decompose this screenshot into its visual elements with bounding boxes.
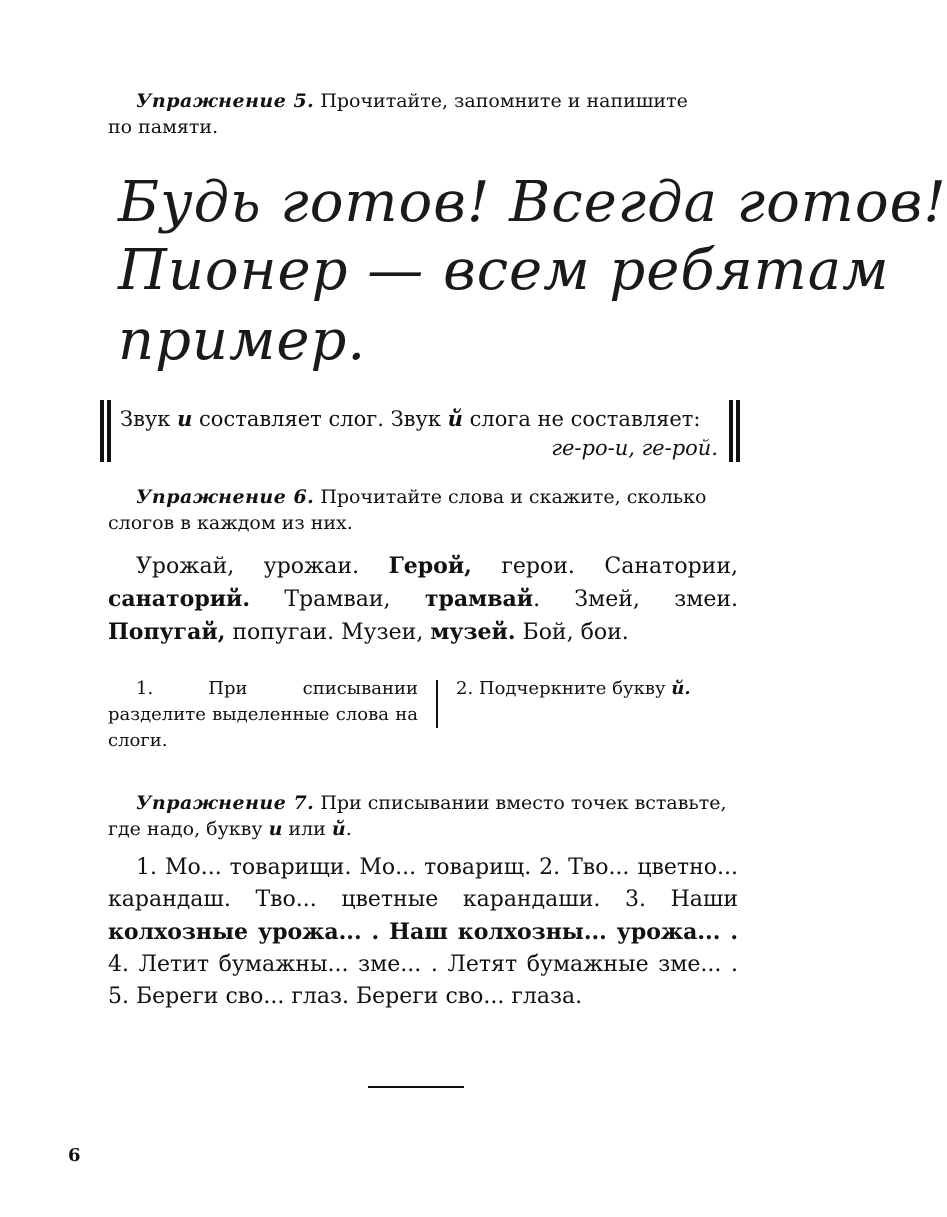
rule-example: ге-ро-и, ге-рой.: [551, 436, 718, 460]
exercise-7-letter-j: й: [331, 818, 346, 840]
page-number: 6: [68, 1145, 81, 1166]
exercise-6-words: [108, 550, 738, 649]
exercise-6-bold-word: музей.: [430, 619, 516, 645]
rule-bar-right-outer: [736, 400, 740, 462]
exercise-7-instruction-or: или: [282, 818, 332, 840]
exercise-6-text: Бой, бои.: [515, 620, 629, 645]
rule-text-part-3: слога не составляет:: [462, 407, 701, 431]
exercise-6-text: . Змей, змеи.: [533, 587, 738, 612]
task-2-letter: й.: [671, 678, 691, 699]
exercise-6-text: герои. Санатории,: [471, 554, 738, 579]
exercise-6-bold-word: санаторий.: [108, 586, 250, 612]
exercise-7-title: Упражнение 7.: [136, 792, 315, 814]
rule-bar-left-inner: [107, 400, 111, 462]
task-2: [456, 676, 746, 702]
rule-text-part-2: составляет слог. Звук: [192, 407, 448, 431]
exercise-7-instruction-cont: где надо, букву: [108, 818, 269, 840]
exercise-7-text: 4. Летит бумажны... зме... . Летят бумажные зме... . 5. Береги сво... глаз. Береги сво... глаза.: [108, 952, 738, 1009]
exercise-5-instruction: Прочитайте, запомните и напишите: [314, 90, 688, 112]
section-divider: [368, 1086, 464, 1088]
handwriting-line-2: Пионер — всем ребятам: [118, 238, 890, 303]
handwriting-line-1: Будь готов! Всегда готов!: [118, 170, 947, 235]
exercise-5-title: Упражнение 5.: [136, 90, 315, 112]
exercise-6-header: [108, 484, 738, 536]
rule-text-part-1: Звук: [120, 407, 178, 431]
rule-letter-i: и: [177, 406, 193, 431]
exercise-6-bold-word: трамвай: [424, 586, 534, 612]
task-1: [108, 676, 418, 754]
exercise-6-bold-word: Попугай,: [108, 619, 226, 645]
exercise-6-instruction-cont: слогов в каждом из них.: [108, 512, 353, 534]
exercise-7-words: [108, 852, 738, 1013]
exercise-7-bold-word: колхозные урожа... . Наш колхозны... урожа... .: [108, 919, 738, 945]
task-1-text: 1. При списывании разделите выделенные слова на слоги.: [108, 678, 418, 751]
exercise-6-text: попугаи. Музеи,: [225, 620, 431, 645]
rule-bar-right-inner: [729, 400, 733, 462]
task-2-text: 2. Подчеркните букву: [456, 678, 672, 699]
exercise-5-instruction-cont: по памяти.: [108, 116, 219, 138]
rule-box: [100, 400, 740, 464]
exercise-5-header: [108, 88, 738, 140]
exercise-7-text: 1. Мо... товарищи. Мо... товарищ. 2. Тво... цветно... карандаш. Тво... цветные карандаши. 3. Наши: [108, 855, 738, 912]
exercise-6-instruction: Прочитайте слова и скажите, сколько: [314, 486, 707, 508]
exercise-7-header: [108, 790, 738, 842]
rule-bar-left-outer: [100, 400, 104, 462]
rule-letter-j: й: [447, 406, 463, 431]
exercise-6-title: Упражнение 6.: [136, 486, 315, 508]
rule-text: [120, 406, 700, 431]
exercise-6-text: Трамваи,: [250, 587, 425, 612]
task-divider: [436, 680, 438, 728]
exercise-6-text: Урожай, урожаи.: [136, 554, 389, 579]
exercise-7-instruction-end: .: [345, 818, 352, 840]
exercise-6-bold-word: Герой,: [388, 553, 472, 579]
handwriting-line-3: пример.: [118, 308, 367, 373]
exercise-7-instruction: При списывании вместо точек вставьте,: [314, 792, 727, 814]
exercise-7-letter-i: и: [268, 818, 283, 840]
